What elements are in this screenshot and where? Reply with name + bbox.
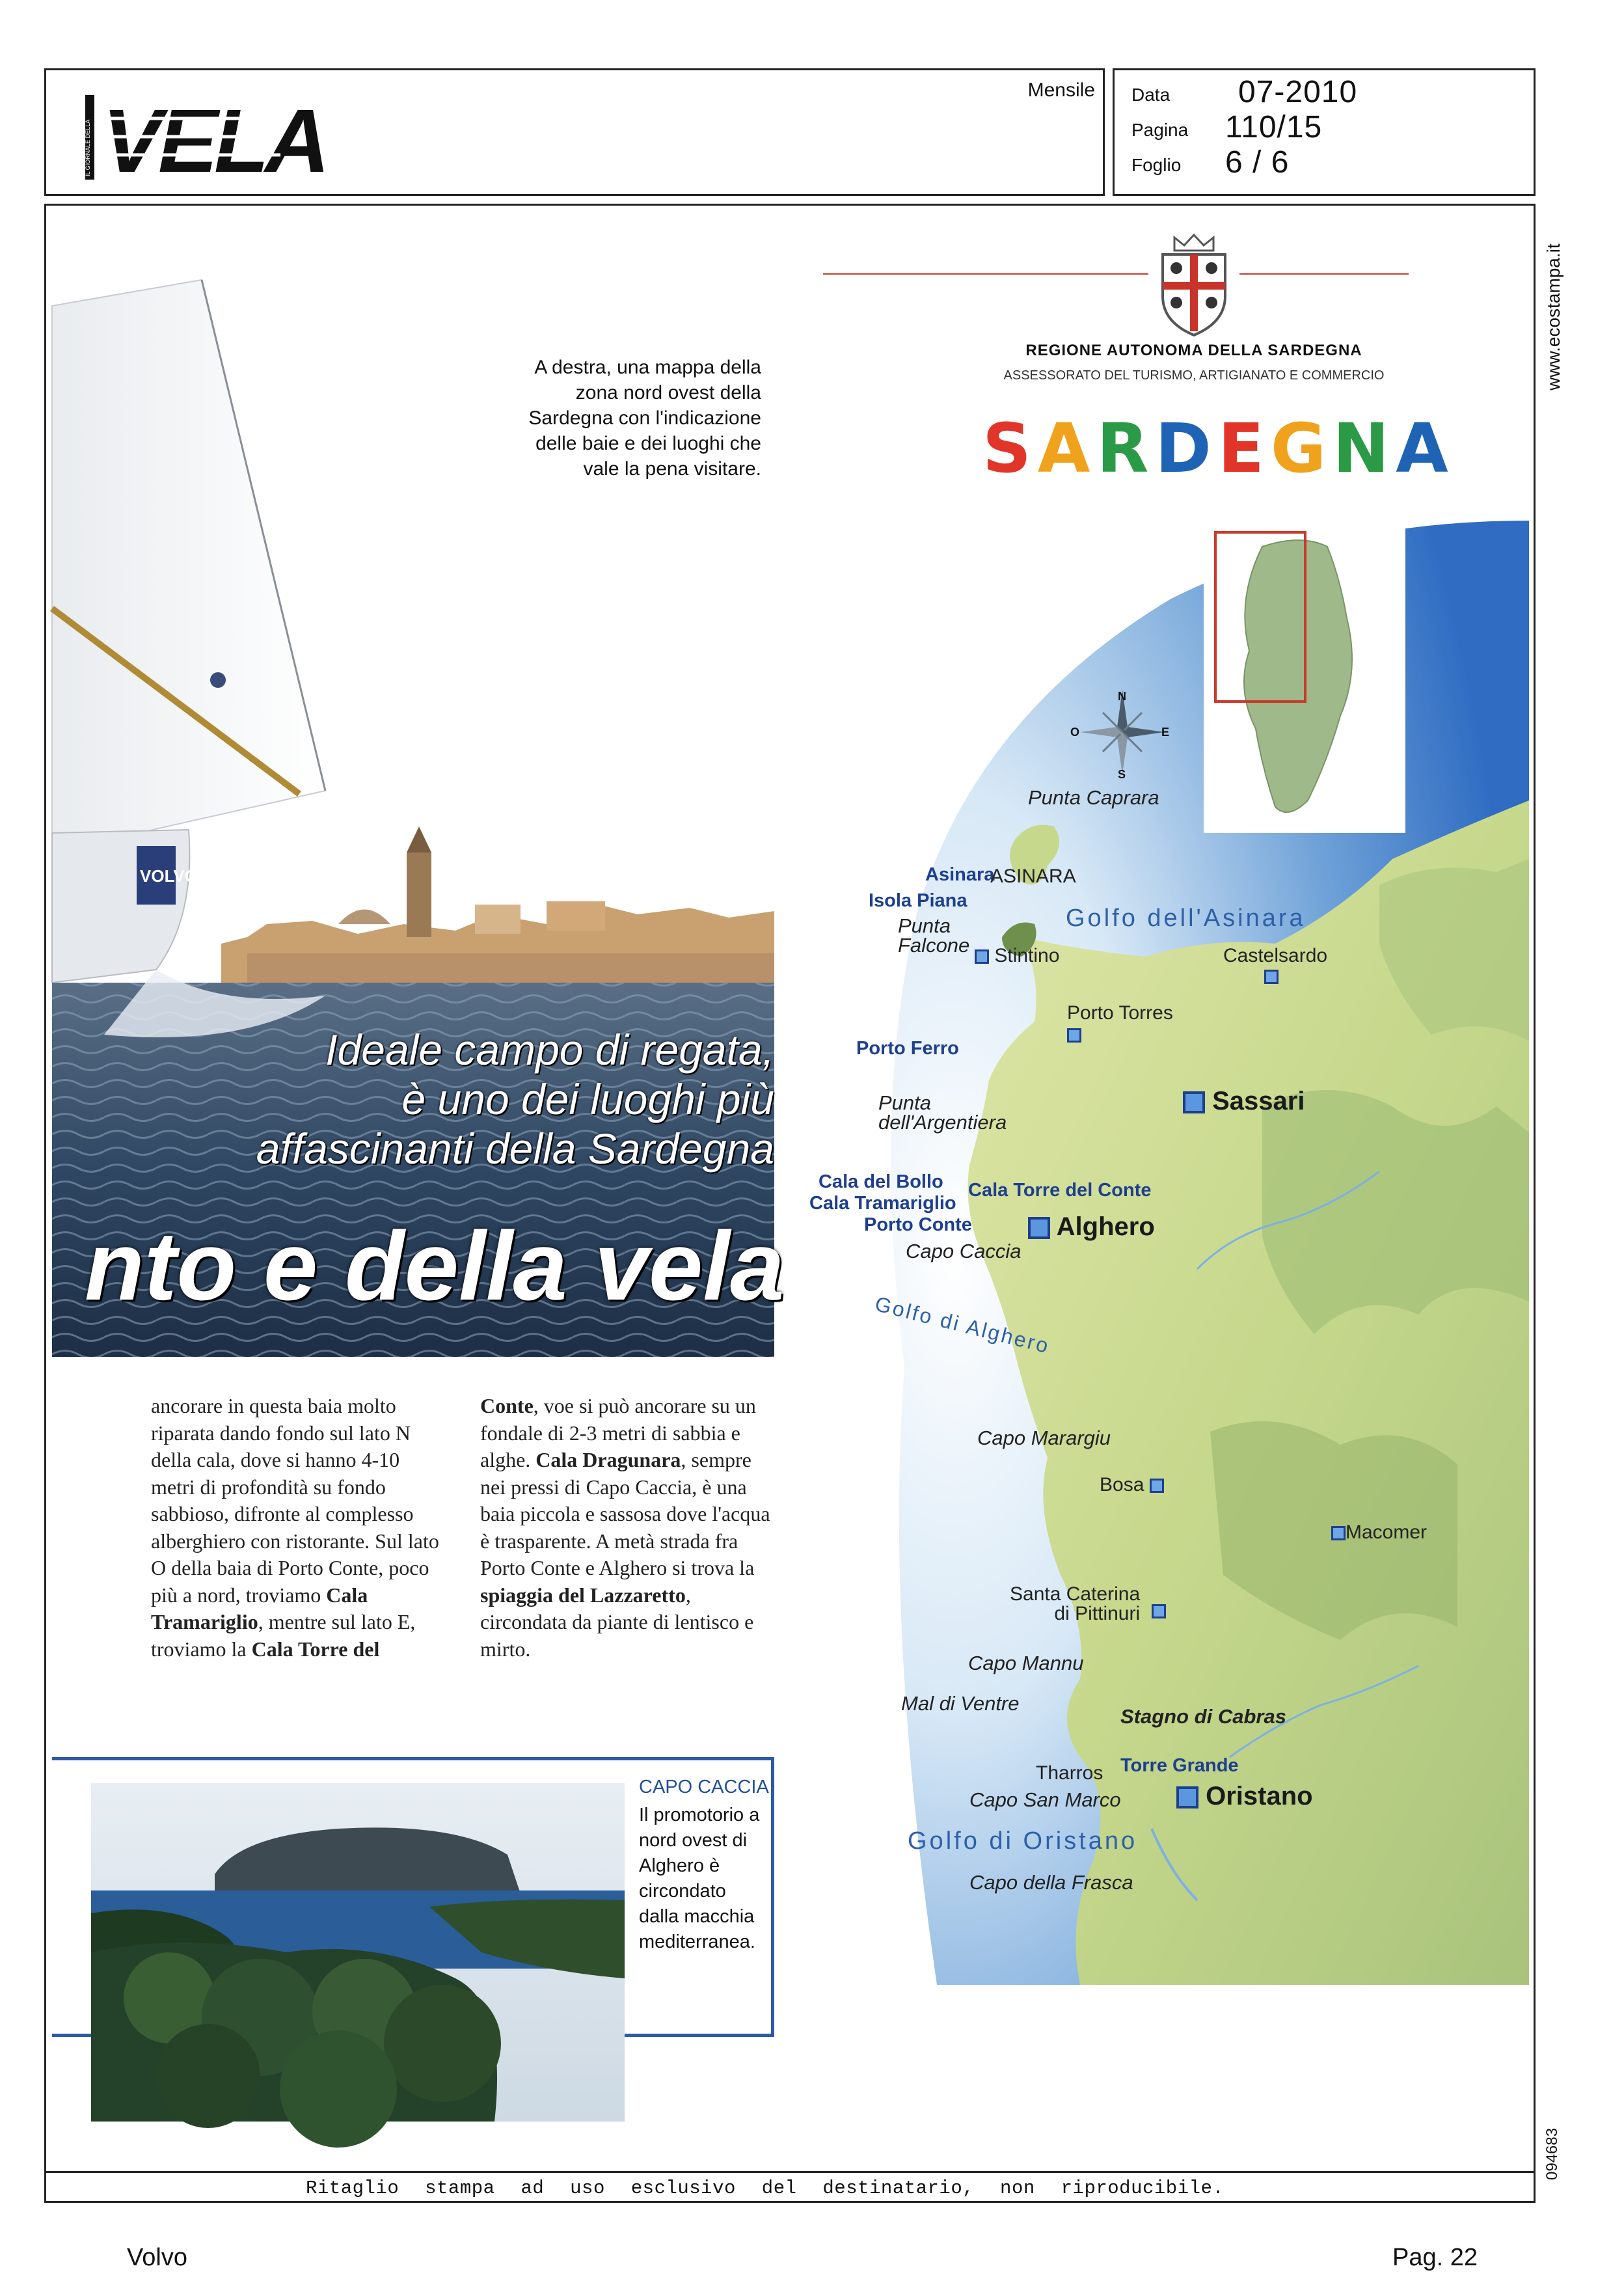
town-marker-icon xyxy=(1150,1479,1164,1493)
map-caption: A destra, una mappa della zona nord ovest della Sardegna con l'indicazione delle baie e dei luoghi che vale la pena visitare. xyxy=(528,357,761,480)
label-capo-san-marco: Capo San Marco xyxy=(969,1788,1121,1811)
compass-s: S xyxy=(1118,768,1126,781)
label-stagno-cabras: Stagno di Cabras xyxy=(1120,1705,1286,1728)
body-text-bold: Conte xyxy=(480,1394,534,1417)
label-punta-argentiera: Punta dell'Argentiera xyxy=(878,1091,1007,1134)
label-cala-bollo: Cala del Bollo xyxy=(819,1171,943,1192)
capo-caccia-title: CAPO CACCIA xyxy=(639,1777,769,1797)
label-sassari: Sassari xyxy=(1183,1087,1305,1116)
issue-info-box xyxy=(1113,68,1536,196)
body-text: , sempre nei pressi di Capo Caccia, è una baia piccola e sassosa dove l'acqua è trasparente. A metà strada fra Porto Conte e Alghero si trova la xyxy=(480,1448,770,1579)
city-marker-icon xyxy=(1028,1217,1050,1239)
label-golfo-alghero: Golfo di Alghero xyxy=(873,1292,1053,1358)
compass-n: N xyxy=(1118,690,1126,703)
brand-letter: A xyxy=(1396,409,1455,488)
sardegna-brand xyxy=(982,409,1455,488)
brand-letter: D xyxy=(1155,409,1218,488)
town-marker-icon xyxy=(975,949,989,964)
city-marker-icon xyxy=(1183,1091,1205,1113)
body-column-2 xyxy=(480,1393,781,1663)
label-porto-conte: Porto Conte xyxy=(864,1214,972,1235)
town-marker-icon xyxy=(1331,1526,1346,1540)
brand-letter: G xyxy=(1270,409,1333,488)
page-label: Pagina xyxy=(1131,120,1189,140)
sardinia-map xyxy=(807,521,1529,1985)
santa-caterina-marker-icon xyxy=(1152,1604,1166,1618)
label-mal-di-ventre: Mal di Ventre xyxy=(901,1692,1020,1715)
vela-logo xyxy=(85,91,327,191)
body-text-bold: Cala Dragunara xyxy=(535,1448,681,1471)
clip-disclaimer: Ritaglio stampa ad uso esclusivo del destinatario, non riproducibile. xyxy=(306,2177,1225,2199)
body-text: , voe si può ancorare su un fondale di 2-3 metri di sabbia e alghe. xyxy=(480,1394,756,1471)
label-tharros: Tharros xyxy=(1036,1762,1103,1784)
label-capo-mannu: Capo Mannu xyxy=(968,1652,1084,1674)
region-office: ASSESSORATO DEL TURISMO, ARTIGIANATO E COMMERCIO xyxy=(1003,368,1385,383)
date-value: 07-2010 xyxy=(1238,75,1358,109)
body-text-bold: spiaggia del Lazzaretto xyxy=(480,1583,686,1607)
footer-rule xyxy=(44,2171,1536,2173)
svg-text:VOLVO: VOLVO xyxy=(140,866,198,886)
subtitle-line: è uno dei luoghi più xyxy=(401,1075,774,1123)
frequency-label: Mensile xyxy=(1027,79,1095,101)
masthead-box xyxy=(44,68,1105,196)
label-capo-marargiu: Capo Marargiu xyxy=(977,1426,1111,1449)
article-title: nto e della vela xyxy=(85,1211,785,1320)
label-porto-torres: Porto Torres xyxy=(1067,1002,1173,1024)
label-torre-grande: Torre Grande xyxy=(1120,1755,1239,1776)
label-punta-caprara: Punta Caprara xyxy=(1028,786,1159,809)
castelsardo-marker-icon xyxy=(1264,970,1279,984)
region-name: REGIONE AUTONOMA DELLA SARDEGNA xyxy=(1025,342,1362,359)
logo-text: VELA xyxy=(102,91,327,191)
website-text: www.ecostampa.it xyxy=(1543,243,1563,390)
region-divider xyxy=(823,273,1409,275)
body-text: , circondata da piante di lentisco e mirto. xyxy=(480,1583,754,1661)
page-number: Pag. 22 xyxy=(1392,2244,1478,2271)
brand-letter: R xyxy=(1096,409,1156,488)
sheet-value: 6 / 6 xyxy=(1225,145,1290,180)
brand-letter: S xyxy=(982,409,1038,488)
label-macomer: Macomer xyxy=(1331,1522,1427,1544)
city-marker-icon xyxy=(1176,1786,1198,1808)
label-capo-caccia: Capo Caccia xyxy=(906,1240,1022,1262)
label-bosa: Bosa xyxy=(1100,1474,1164,1496)
page-value: 110/15 xyxy=(1225,110,1323,144)
sheet-label: Foglio xyxy=(1131,155,1182,175)
label-asinara: ASINARA xyxy=(990,866,1076,887)
label-stintino: Stintino xyxy=(975,945,1059,967)
label-golfo-oristano: Golfo di Oristano xyxy=(908,1827,1138,1855)
body-column-1 xyxy=(151,1393,440,1663)
label-castelsardo: Castelsardo xyxy=(1223,945,1328,966)
label-capo-frasca: Capo della Frasca xyxy=(969,1871,1133,1894)
label-cala-torre: Cala Torre del Conte xyxy=(968,1180,1152,1201)
body-text: ancorare in questa baia molto riparata dando fondo sul lato N della cala, dove si hanno 4-10 metri di profondità su fondo sabbioso, difronte al complesso alberghiero con ristorante. Sul lato O della baia di Porto Conte, poco più a nord, troviamo xyxy=(151,1394,439,1607)
label-punta-falcone: Punta Falcone xyxy=(898,914,970,957)
clip-code: 094683 xyxy=(1543,2127,1561,2180)
label-golfo-asinara: Golfo dell'Asinara xyxy=(1066,905,1306,932)
capo-caccia-photo xyxy=(91,1783,625,2122)
client-name: Volvo xyxy=(127,2244,187,2271)
subtitle-line: Ideale campo di regata, xyxy=(325,1026,774,1074)
body-text-bold: Cala Tramariglio xyxy=(151,1583,368,1633)
subtitle-line: affascinanti della Sardegna xyxy=(256,1125,774,1173)
label-alghero: Alghero xyxy=(1028,1212,1155,1242)
article-subtitle xyxy=(215,1025,774,1173)
body-text-bold: Cala Torre del xyxy=(251,1637,380,1661)
brand-letter: A xyxy=(1037,409,1097,488)
brand-letter: N xyxy=(1333,409,1396,488)
capo-caccia-caption: Il promotorio a nord ovest di Alghero è circondato dalla macchia mediterranea. xyxy=(639,1805,760,1952)
sardinia-crest-icon xyxy=(1148,231,1239,338)
body-text: , mentre sul lato E, troviamo la xyxy=(151,1610,416,1661)
logo-small-text: IL GIORNALE DELLA xyxy=(85,119,91,176)
label-cala-tramariglio: Cala Tramariglio xyxy=(809,1193,956,1214)
brand-letter: E xyxy=(1217,409,1271,488)
compass-e: E xyxy=(1161,726,1170,739)
compass-o: O xyxy=(1070,726,1080,739)
porto-torres-marker-icon xyxy=(1067,1028,1081,1043)
label-isola-piana: Isola Piana xyxy=(869,890,968,911)
label-oristano: Oristano xyxy=(1176,1782,1313,1811)
label-asinara-small: Asinara xyxy=(925,864,995,885)
label-santa-caterina: Santa Caterina di Pittinuri xyxy=(1010,1583,1141,1624)
label-porto-ferro: Porto Ferro xyxy=(856,1038,959,1059)
date-label: Data xyxy=(1131,85,1171,105)
